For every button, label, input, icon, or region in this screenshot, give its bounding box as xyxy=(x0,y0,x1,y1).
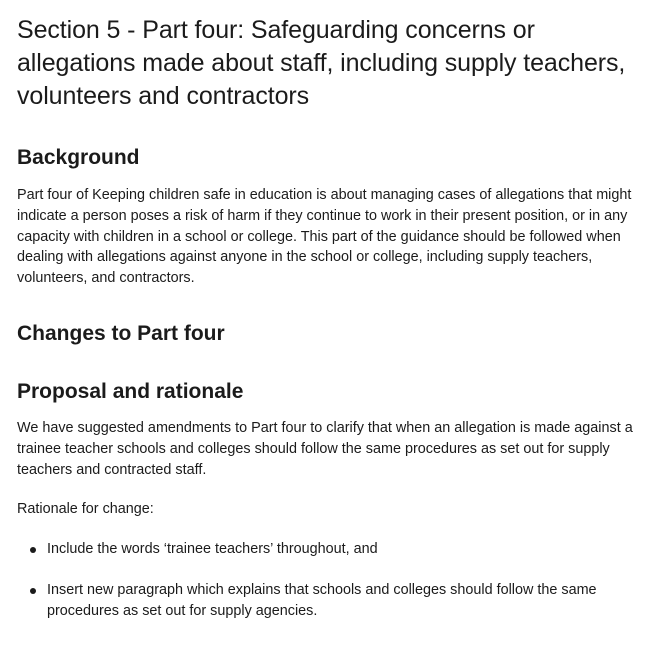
list-item-text: Include the words ‘trainee teachers’ throughout, and xyxy=(47,541,378,558)
background-heading: Background xyxy=(17,146,140,169)
background-paragraph: Part four of Keeping children safe in education is about managing cases of allegations that might indicate a person poses a risk of harm if they continue to work in their present position, or in any capacity with children in a school or college. This part of the guidance should be followed when dealing with allegations against anyone in the school or college, including supply teachers, volunteers, and contractors. xyxy=(17,187,632,287)
section-title: Section 5 - Part four: Safeguarding concerns or allegations made about staff, including supply teachers, volunteers and contractors xyxy=(17,16,626,110)
changes-heading: Changes to Part four xyxy=(17,321,225,345)
bullet-icon xyxy=(30,588,36,594)
bullet-icon xyxy=(30,547,36,553)
rationale-label: Rationale for change: xyxy=(17,501,154,518)
proposal-paragraph: We have suggested amendments to Part four to clarify that when an allegation is made against a trainee teacher schools and colleges should follow the same procedures as set out for supply teachers and contracted staff. xyxy=(17,419,633,478)
list-item-text: Insert new paragraph which explains that schools and colleges should follow the same procedures as set out for supply agencies. xyxy=(47,581,597,619)
list-item xyxy=(17,580,638,622)
rationale-list xyxy=(17,539,638,621)
list-item xyxy=(17,539,638,560)
proposal-heading: Proposal and rationale xyxy=(17,379,244,403)
